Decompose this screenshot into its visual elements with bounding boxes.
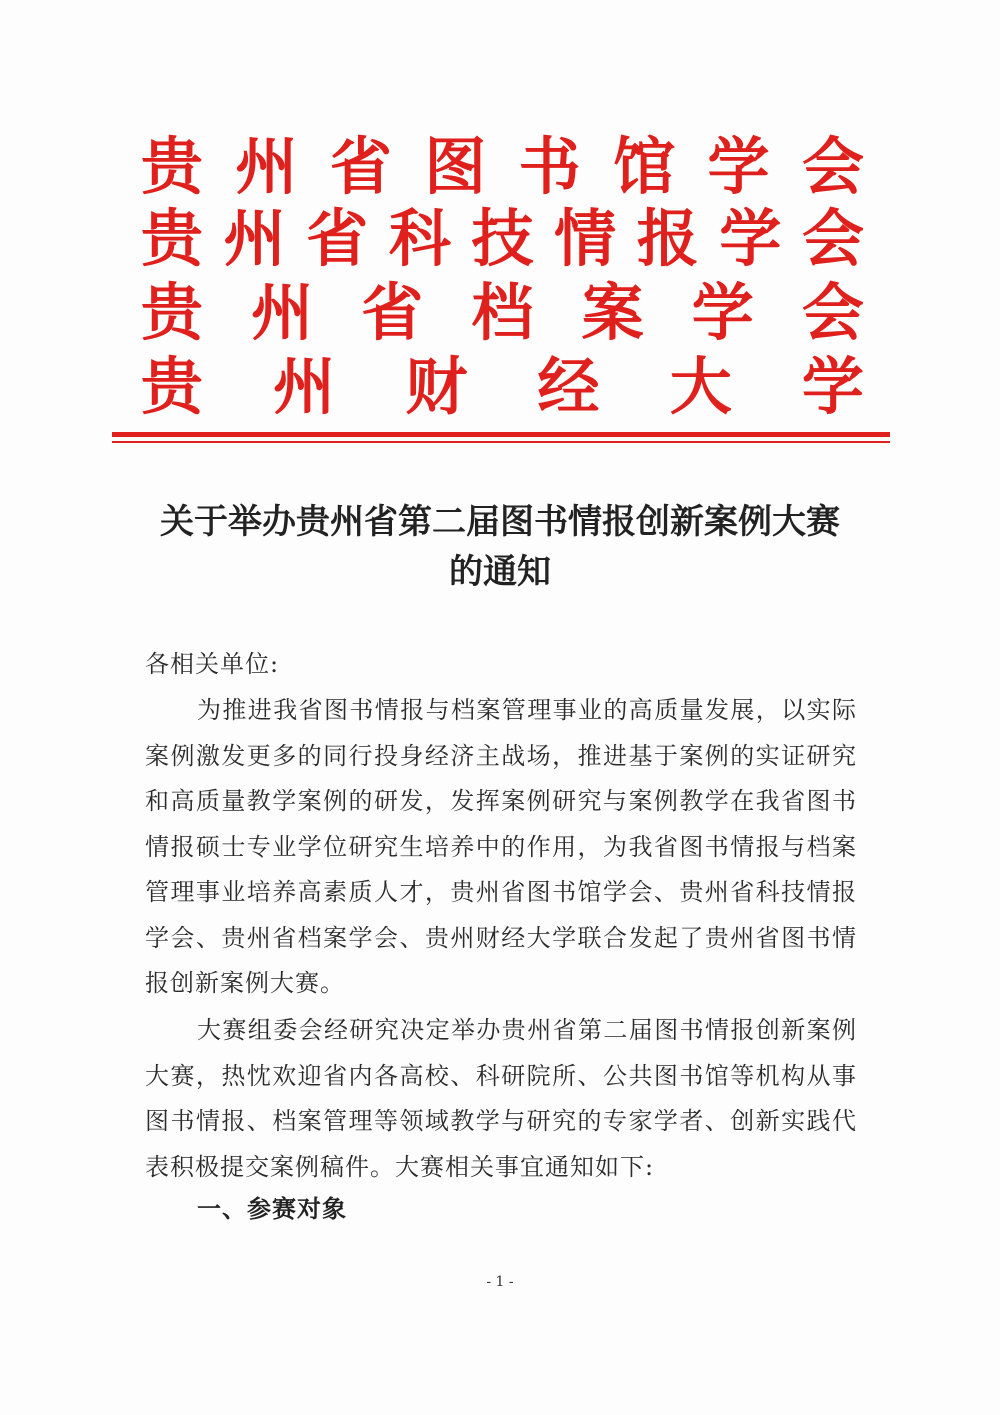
letterhead-divider-thin xyxy=(112,441,890,443)
letterhead-char: 州 xyxy=(223,202,286,275)
letterhead-char: 贵 xyxy=(140,350,203,423)
letterhead-char: 贵 xyxy=(140,202,203,275)
letterhead-char: 财 xyxy=(405,350,468,423)
page-number: - 1 - xyxy=(486,1274,514,1290)
letterhead-char: 会 xyxy=(801,130,864,203)
letterhead-char: 省 xyxy=(306,202,369,275)
letterhead-divider-thick xyxy=(112,432,890,437)
letterhead-char: 贵 xyxy=(140,130,203,203)
letterhead-char: 技 xyxy=(471,202,534,275)
letterhead-char: 省 xyxy=(361,276,424,349)
letterhead-char: 书 xyxy=(518,130,581,203)
letterhead-org-library-society xyxy=(140,132,865,202)
letterhead-char: 州 xyxy=(251,276,314,349)
letterhead-org-archives-society xyxy=(140,278,865,348)
letterhead-char: 学 xyxy=(801,350,864,423)
letterhead-char: 经 xyxy=(537,350,600,423)
letterhead-char: 学 xyxy=(691,276,754,349)
letterhead-char: 会 xyxy=(801,202,864,275)
letterhead-char: 档 xyxy=(471,276,534,349)
letterhead-char: 会 xyxy=(801,276,864,349)
document-title-line-2: 的通知 xyxy=(449,552,551,592)
letterhead-char: 图 xyxy=(424,130,487,203)
letterhead-char: 州 xyxy=(235,130,298,203)
body-paragraph-2: 大赛组委会经研究决定举办贵州省第二届图书情报创新案例大赛，热忱欢迎省内各高校、科研院所、公共图书馆等机构从事图书情报、档案管理等领域教学与研究的专家学者、创新实践代表积极提交案例稿件。大赛相关事宜通知如下: xyxy=(145,1016,857,1181)
document-title-line-1: 关于举办贵州省第二届图书情报创新案例大赛 xyxy=(160,502,840,542)
letterhead-char: 贵 xyxy=(140,276,203,349)
letterhead-char: 馆 xyxy=(613,130,676,203)
letterhead-char: 科 xyxy=(388,202,451,275)
letterhead-char: 学 xyxy=(719,202,782,275)
section-heading-participants: 一、参赛对象 xyxy=(197,1195,347,1223)
letterhead-char: 情 xyxy=(554,202,617,275)
letterhead-org-scitech-info-society xyxy=(140,204,865,274)
letterhead-org-university xyxy=(140,352,865,422)
letterhead-char: 大 xyxy=(669,350,732,423)
letterhead-char: 报 xyxy=(636,202,699,275)
salutation: 各相关单位: xyxy=(145,650,280,678)
letterhead-char: 州 xyxy=(273,350,336,423)
body-paragraph-1: 为推进我省图书情报与档案管理事业的高质量发展，以实际案例激发更多的同行投身经济主战场，推进基于案例的实证研究和高质量教学案例的研发，发挥案例研究与案例教学在我省图书情报硕士专业学位研究生培养中的作用，为我省图书情报与档案管理事业培养高素质人才，贵州省图书馆学会、贵州省科技情报学会、贵州省档案学会、贵州财经大学联合发起了贵州省图书情报创新案例大赛。 xyxy=(145,696,857,997)
letterhead-char: 学 xyxy=(707,130,770,203)
letterhead-char: 案 xyxy=(581,276,644,349)
letterhead-char: 省 xyxy=(329,130,392,203)
